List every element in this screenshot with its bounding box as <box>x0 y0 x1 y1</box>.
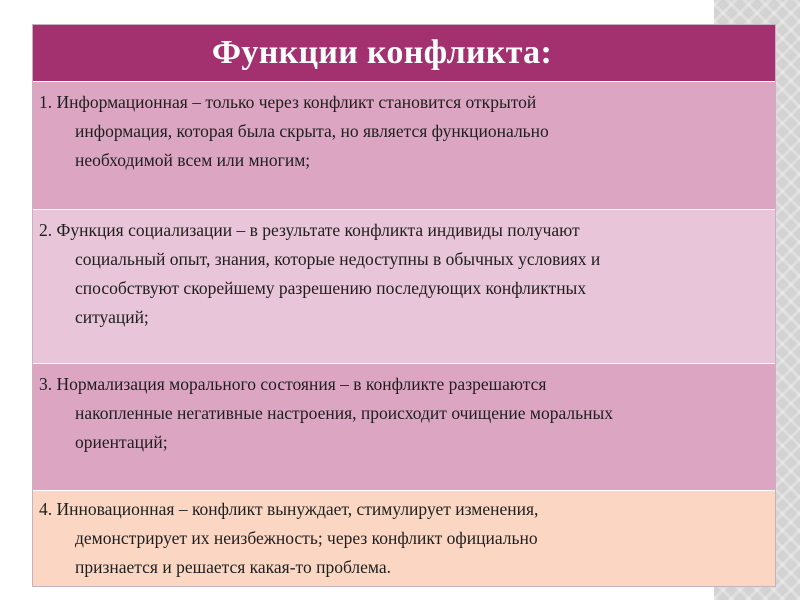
table-row-innovative <box>33 491 775 586</box>
row-text-line: 4. Инновационная – конфликт вынуждает, стимулирует изменения, <box>39 499 539 519</box>
functions-table <box>32 24 776 587</box>
slide-title: Функции конфликта: <box>211 34 553 71</box>
table-header <box>33 25 775 82</box>
row-text-line: социальный опыт, знания, которые недоступны в обычных условиях и <box>75 249 601 269</box>
row-text-line: признается и решается какая-то проблема. <box>75 557 392 577</box>
row-text-line: 1. Информационная – только через конфликт становится открытой <box>39 92 537 112</box>
row-text-line: накопленные негативные настроения, происходит очищение моральных <box>75 403 613 423</box>
row-text-line: 2. Функция социализации – в результате конфликта индивиды получают <box>39 220 580 240</box>
table-row-informational <box>33 82 775 210</box>
row-text-line: ориентаций; <box>75 432 168 452</box>
row-text-line: способствуют скорейшему разрешению последующих конфликтных <box>75 278 587 298</box>
table-row-socialization <box>33 210 775 364</box>
row-text-line: демонстрирует их неизбежность; через конфликт официально <box>75 528 538 548</box>
row-text-line: информация, которая была скрыта, но является функционально <box>75 121 549 141</box>
row-text-line: ситуаций; <box>75 307 149 327</box>
table-row-moral-normalization <box>33 364 775 491</box>
row-text-line: необходимой всем или многим; <box>75 150 311 170</box>
row-text-line: 3. Нормализация морального состояния – в конфликте разрешаются <box>39 374 547 394</box>
